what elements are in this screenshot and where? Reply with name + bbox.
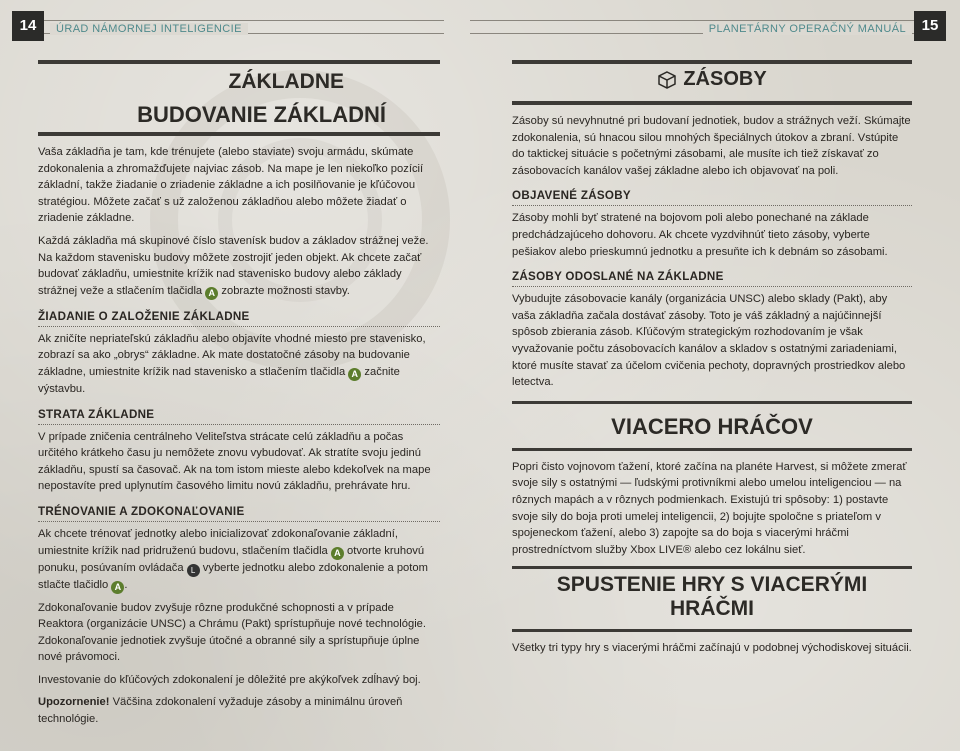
subheading-trenovanie: TRÉNOVANIE A ZDOKONAĽOVANIE: [38, 505, 440, 522]
title-rule-top: [38, 60, 440, 64]
section-title-zakladne: ZÁKLADNE: [228, 70, 344, 93]
paragraph-intro: Vaša základňa je tam, kde trénujete (alebo staviate) svoju armádu, skúmate zdokonalenia a zhromažďujete najviac zásob. Na mape je len niekoľko pozícií základní, takže žiadanie o zriadenie základne a ich posilňovanie je kľúčovou stratégiou. Môžete začať s už založenou základňou alebo môžete žiadať o zriadenie základne.: [38, 146, 424, 225]
page-header: [0, 11, 960, 41]
text-segment: Ak chcete trénovať jednotky alebo inicializovať zdokonaľovanie základní, umiestnite krížik nad pridruženú budovu, stlačením tlačidla: [38, 527, 398, 557]
paragraph-spustenie: Všetky tri typy hry s viacerými hráčmi začínajú v podobnej východiskovej situácii.: [512, 642, 912, 655]
text-segment: otvorte kruhovú ponuku, posúvaním ovládača: [38, 544, 425, 574]
section-title-spustenie: SPUSTENIE HRY S VIACERÝMI HRÁČMI: [556, 573, 868, 621]
button-a-icon: A: [205, 287, 218, 300]
paragraph-strata: V prípade zničenia centrálneho Veliteľstva strácate celú základňu a počas určitého krátkeho času ju nemôžete znovu vybudovať. Ak stratíte svoju jedinú základňu, spustí sa časovač. Ak na tom istom mieste alebo kdekoľvek na mape nepostavíte pred uplynutím časového limitu novú základňu, prehrávate hru.: [38, 430, 431, 493]
section-title-budovanie: BUDOVANIE ZÁKLADNÍ: [137, 102, 386, 127]
paragraph-investovanie: Investovanie do kľúčových zdokonalení je dôležité pre akýkoľvek zdĺhavý boj.: [38, 673, 421, 686]
zasoby-rule-top: [512, 60, 912, 64]
paragraph-zasoby-intro: Zásoby sú nevyhnutné pri budovaní jednotiek, budov a strážnych veží. Skúmajte zdokonalenia, sú hnacou silou mnohých špeciálnych útokov a zbraní. Vstúpite do taktickej situácie s početnými zásobami, ale musíte ich tiež získavať zo zásobovacích kanálov vašej základne alebo ich objavovať na poli.: [512, 115, 911, 177]
section-title-viacero: VIACERO HRÁČOV: [611, 413, 813, 439]
header-title-left: ÚRAD NÁMORNEJ INTELIGENCIE: [50, 23, 248, 35]
subheading-odoslane: ZÁSOBY ODOSLANÉ NA ZÁKLADNE: [512, 270, 912, 287]
viacero-rule-top: [512, 401, 912, 404]
paragraph-ziadanie: [38, 331, 440, 398]
left-stick-icon: L: [187, 564, 200, 577]
button-a-icon: A: [348, 368, 361, 381]
section-title-zasoby: ZÁSOBY: [683, 68, 767, 90]
zasoby-rule-bottom: [512, 101, 912, 105]
text-segment: .: [124, 578, 128, 591]
viacero-rule-bottom: [512, 448, 912, 451]
subheading-objavene: OBJAVENÉ ZÁSOBY: [512, 189, 912, 206]
paragraph-warning: [38, 694, 440, 727]
warning-text: Väčšina zdokonalení vyžaduje zásoby a minimálnu úroveň technológie.: [38, 696, 403, 726]
page-number-right: 15: [914, 11, 946, 41]
text-segment: Ak zničíte nepriateľskú základňu alebo objavíte vhodné miesto pre stavenisko, zobrazí sa ako „obrys“ základne. Ak mate dostatočné zásoby na budovanie základne, umiestnite krížik nad stavenisko a stlačením tlačidla: [38, 332, 426, 378]
spustenie-rule-top: [512, 566, 912, 569]
text-segment: začnite výstavbu.: [38, 365, 400, 395]
title-rule-bottom: [38, 132, 440, 136]
text-segment: vyberte jednotku alebo zdokonalenie a potom stlačte tlačidlo: [38, 561, 428, 591]
button-a-icon: A: [111, 581, 124, 594]
section-title-zasoby-wrap: [512, 68, 912, 91]
paragraph-trenovanie: [38, 526, 440, 594]
text-segment: zobrazte možnosti stavby.: [221, 284, 350, 297]
subheading-ziadanie: ŽIADANIE O ZALOŽENIE ZÁKLADNE: [38, 310, 440, 327]
subheading-strata: STRATA ZÁKLADNE: [38, 408, 440, 425]
paragraph-objavene: Zásoby mohli byť stratené na bojovom poli alebo ponechané na základe predchádzajúceho dohovoru. Ak chcete vyzdvihnúť tieto zásoby, vyberte pešiakov alebo prieskumnú jednotku a presuňte ich k debnám so zásobami.: [512, 212, 888, 258]
warning-label: Upozornenie!: [38, 696, 110, 709]
supply-crate-icon: [657, 70, 677, 90]
right-column: [512, 60, 912, 663]
paragraph-viacero: Popri čisto vojnovom ťažení, ktoré začína na planéte Harvest, si môžete zmerať svoje sily s ostatnými — ľudskými protivníkmi alebo umelou inteligenciou — na rôznych mapách a v rôznych podmienkach. Existujú tri spôsoby: 1) postavte svoje sily do boja proti umelej inteligencii, 2) bojujte spoločne s priateľom v spojeneckom ťažení, alebo 3) zapojte sa do boja s viacerými hráčmi prostredníctvom služby Xbox LIVE® alebo cez lokálnu sieť.: [512, 460, 907, 556]
left-column: [38, 60, 440, 734]
header-title-right: PLANETÁRNY OPERAČNÝ MANUÁL: [703, 23, 912, 35]
text-segment: Každá základňa má skupinové číslo stavenísk budov a základov strážnej veže. Na každom stavenisku budovy môžete zostrojiť jeden objekt. Ak chcete začať budovať základňu, umiestnite krížik nad stavenisko budovy alebo základy strážnej veže a stlačením tlačidla: [38, 234, 429, 297]
paragraph-staveniska: [38, 233, 440, 300]
spustenie-rule-bottom: [512, 629, 912, 632]
button-a-icon: A: [331, 547, 344, 560]
paragraph-odoslane: Vybudujte zásobovacie kanály (organizácia UNSC) alebo sklady (Pakt), aby vaša základňa začala dostávať zásoby. Toto je váš základný a najúčinnejší spôsob zbierania zásob. Kľúčovým strategickým rozhodovaním je však vyvažovanie počtu zásobovacích kanálov a skladov s ostatnými zariadeniami, ktoré musíte stavať za účelom cvičenia pechoty, dopravných prostriedkov alebo letectva.: [512, 293, 906, 389]
page-number-left: 14: [12, 11, 44, 41]
paragraph-zdokonalovanie: Zdokonaľovanie budov zvyšuje rôzne produkčné schopnosti a v prípade Reaktora (organizácie UNSC) a Chrámu (Pakt) sprístupňuje nové technológie. Zdokonaľovanie jednotiek zvyšuje útočné a obranné sily a sprístupňuje úplne nové právomoci.: [38, 601, 427, 664]
